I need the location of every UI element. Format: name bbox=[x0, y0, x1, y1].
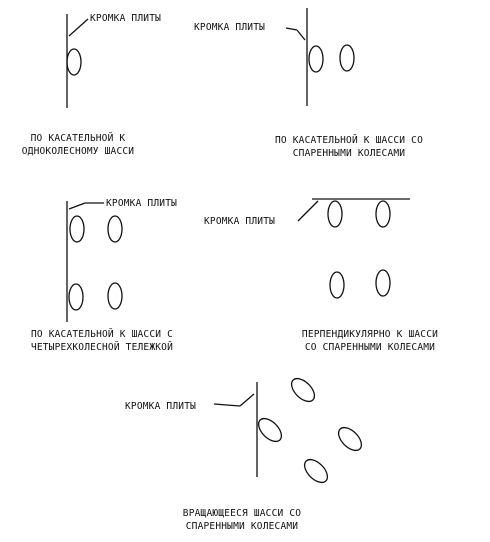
leader-line bbox=[69, 19, 88, 36]
wheel bbox=[328, 201, 342, 227]
panel-caption bbox=[246, 134, 452, 160]
slab-edge-label: КРОМКА ПЛИТЫ bbox=[90, 13, 162, 24]
caption-line: СО СПАРЕННЫМИ КОЛЕСАМИ bbox=[304, 342, 436, 353]
panel-rotating bbox=[214, 374, 366, 486]
panel-single-wheel bbox=[67, 14, 88, 108]
wheel bbox=[340, 45, 354, 71]
caption-line: СПАРЕННЫМИ КОЛЕСАМИ bbox=[292, 148, 406, 159]
wheel bbox=[300, 455, 331, 486]
wheel bbox=[67, 49, 81, 75]
leader-line bbox=[240, 394, 254, 406]
slab-edge-label: КРОМКА ПЛИТЫ bbox=[106, 198, 178, 209]
wheel bbox=[309, 46, 323, 72]
panel-caption bbox=[150, 507, 334, 533]
leader-line bbox=[69, 203, 85, 209]
wheel bbox=[69, 284, 83, 310]
panel-caption bbox=[0, 132, 156, 158]
wheel bbox=[108, 283, 122, 309]
leader-line bbox=[298, 201, 318, 221]
caption-line: ПО КАСАТЕЛЬНОЙ К ШАССИ С bbox=[30, 329, 174, 340]
caption-line: ЧЕТЫРЕХКОЛЕСНОЙ ТЕЛЕЖКОЙ bbox=[30, 342, 174, 353]
wheel bbox=[334, 423, 365, 454]
wheel bbox=[376, 201, 390, 227]
slab-edge-label: КРОМКА ПЛИТЫ bbox=[125, 401, 197, 412]
caption-line: ОДНОКОЛЕСНОМУ ШАССИ bbox=[21, 146, 135, 157]
wheel bbox=[287, 374, 318, 405]
caption-line: ВРАЩАЮЩЕЕСЯ ШАССИ СО bbox=[182, 508, 302, 519]
wheel bbox=[70, 216, 84, 242]
leader-line bbox=[286, 28, 297, 30]
leader-line bbox=[214, 404, 240, 406]
panel-dual-wheel bbox=[286, 8, 354, 106]
wheel bbox=[376, 270, 390, 296]
panel-caption bbox=[0, 328, 204, 354]
caption-line: ПО КАСАТЕЛЬНОЙ К ШАССИ СО bbox=[275, 135, 423, 146]
panel-bogie bbox=[67, 201, 122, 322]
leader-line bbox=[297, 30, 305, 40]
slab-edge-label: КРОМКА ПЛИТЫ bbox=[194, 22, 266, 33]
wheel bbox=[330, 272, 344, 298]
wheel bbox=[254, 414, 285, 445]
panel-perpendicular bbox=[298, 199, 410, 298]
wheel bbox=[108, 216, 122, 242]
caption-line: ПЕРПЕНДИКУЛЯРНО К ШАССИ bbox=[301, 329, 439, 340]
caption-line: ПО КАСАТЕЛЬНОЙ К bbox=[30, 133, 126, 144]
panel-caption bbox=[272, 328, 468, 354]
caption-line: СПАРЕННЫМИ КОЛЕСАМИ bbox=[185, 521, 299, 532]
slab-edge-label: КРОМКА ПЛИТЫ bbox=[204, 216, 276, 227]
